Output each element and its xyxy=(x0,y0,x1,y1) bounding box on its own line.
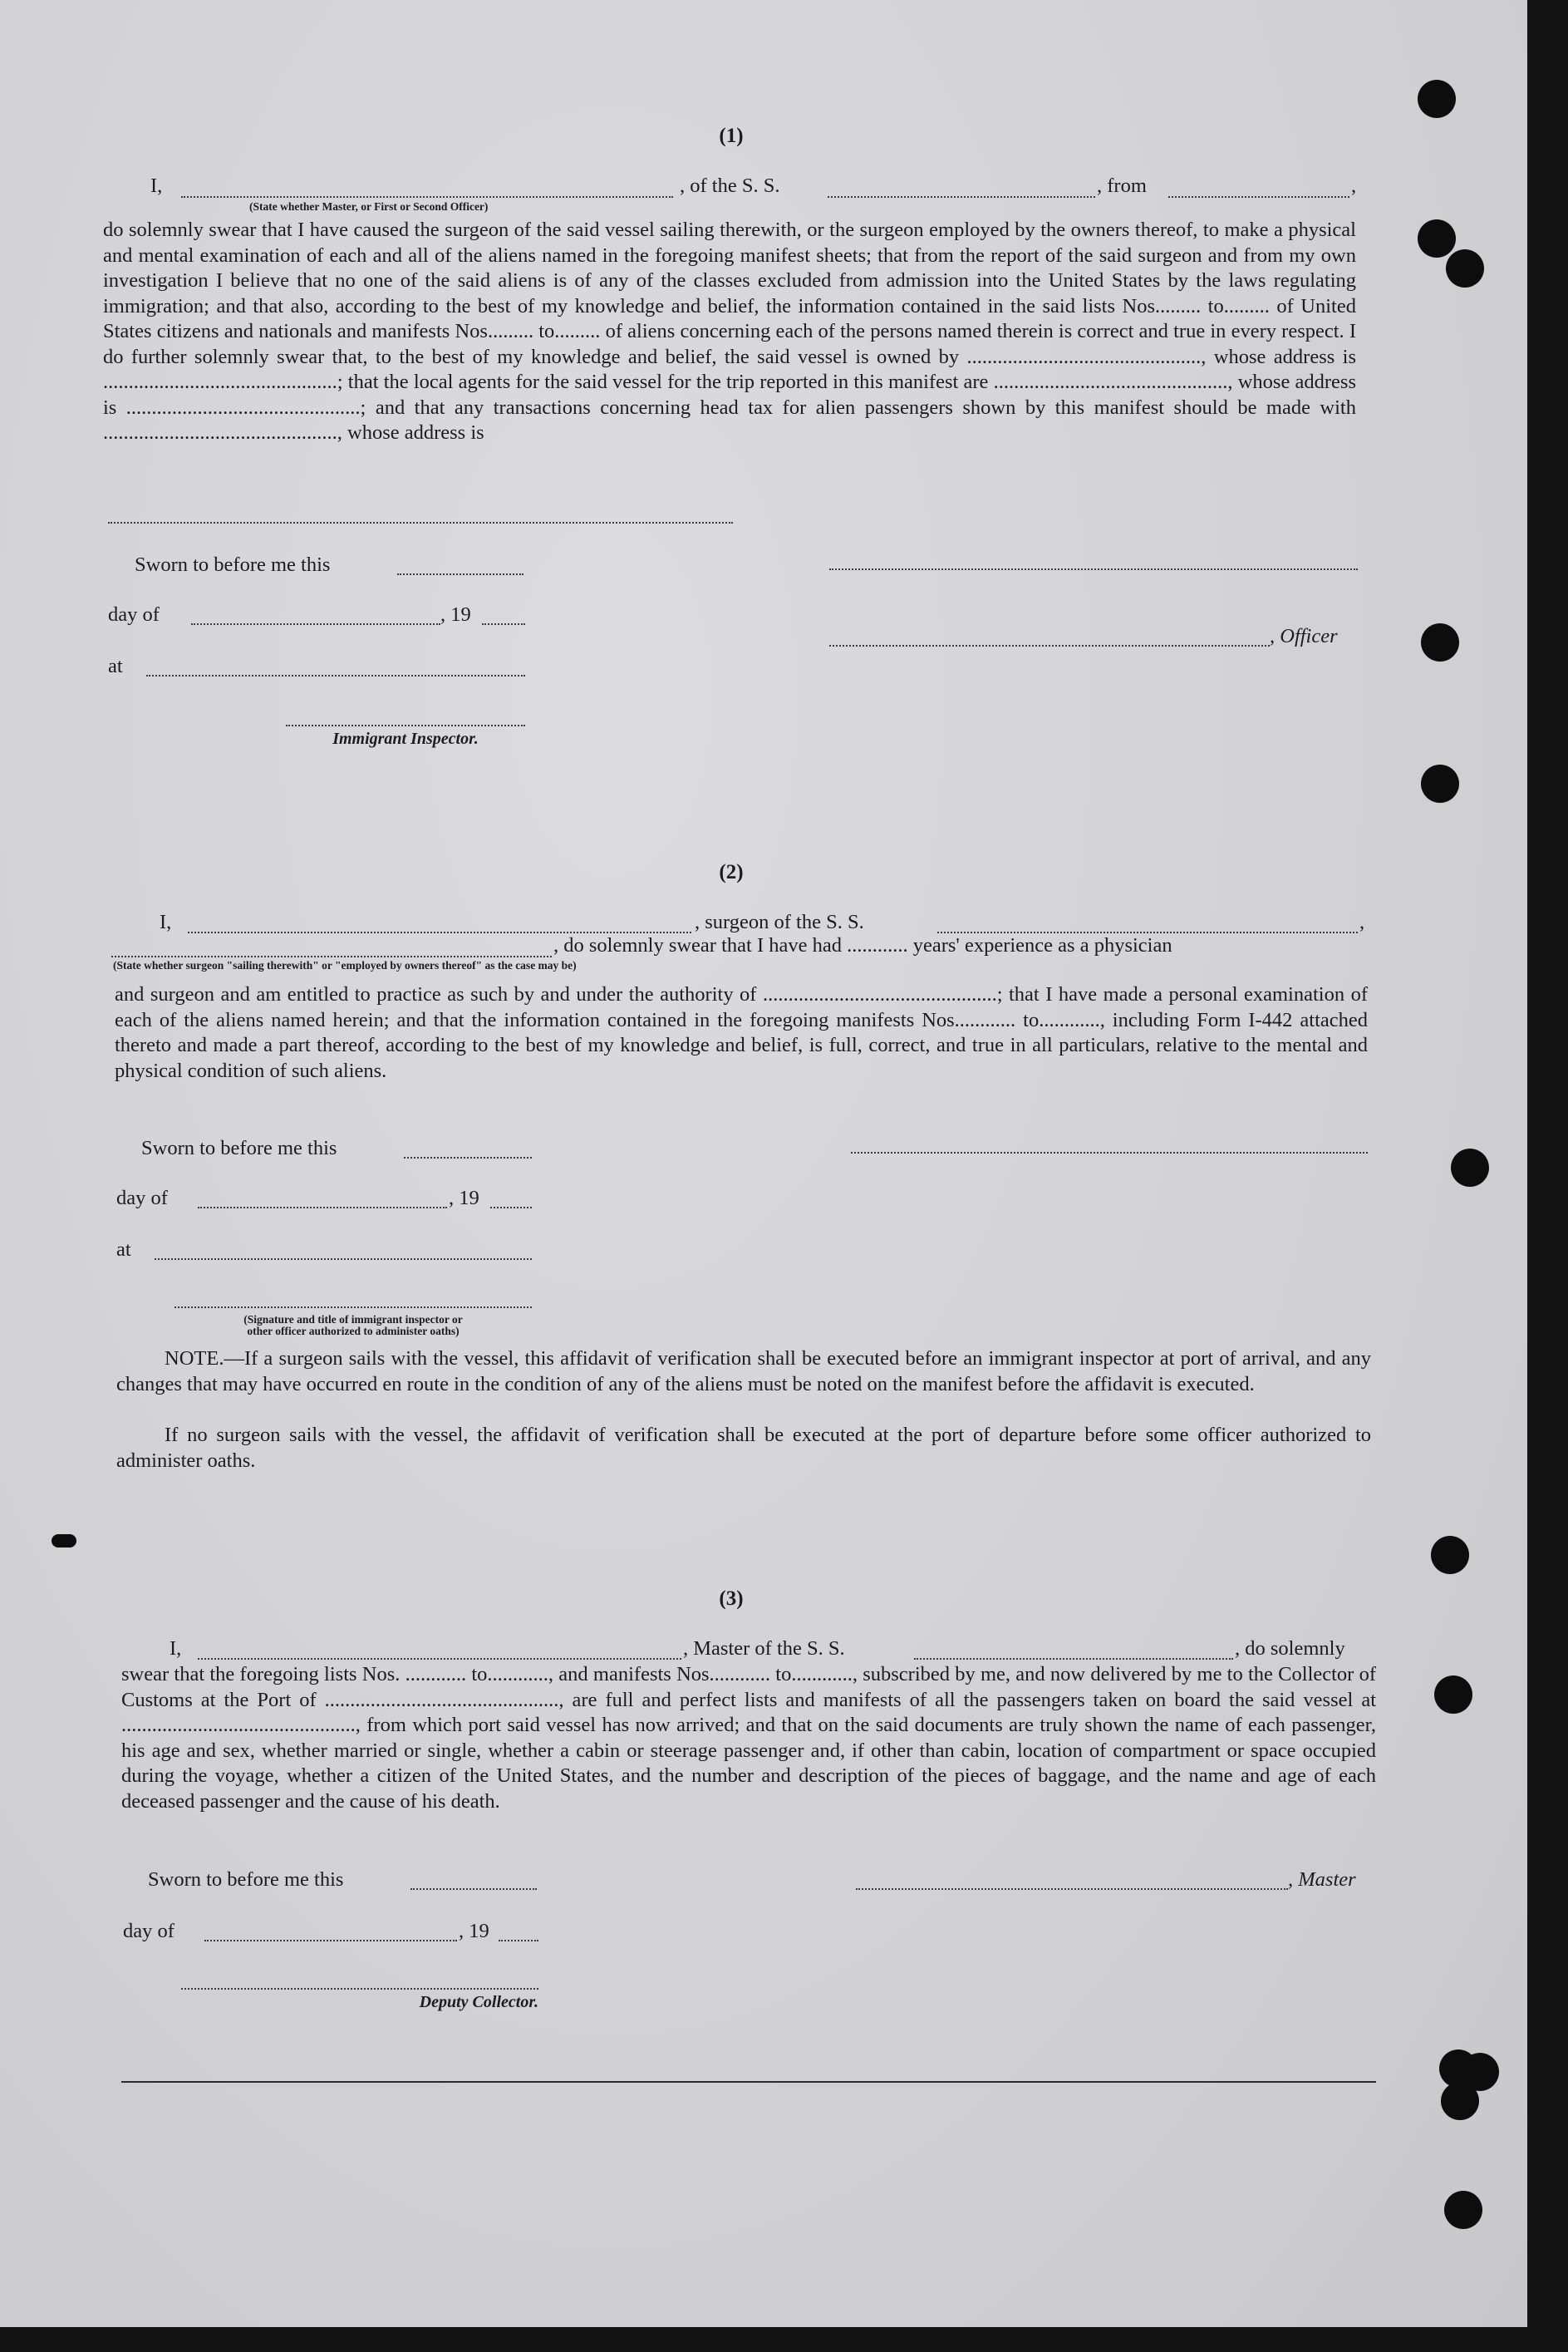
from-port-line[interactable] xyxy=(1168,196,1349,198)
signature-caption-2: other officer authorized to administer oaths) xyxy=(247,1325,460,1337)
section-1-day-of: day of xyxy=(108,603,160,626)
punch-hole xyxy=(1421,623,1459,662)
punch-hole xyxy=(1451,1149,1489,1187)
section-2-i: I, xyxy=(160,911,172,933)
section-2-line2: , do solemnly swear that I have had ............ years' experience as a physician xyxy=(553,934,1172,957)
section-2-ss: , surgeon of the S. S. xyxy=(695,911,864,933)
surgeon-name-line[interactable] xyxy=(188,932,691,933)
surgeon-signature-line[interactable] xyxy=(851,1152,1368,1154)
bleed-through-text xyxy=(548,511,573,608)
master-name-note: (State whether Master, or First or Second Officer) xyxy=(249,200,489,213)
year-line[interactable] xyxy=(482,623,525,625)
punch-hole xyxy=(1434,1675,1472,1714)
section-3-year: , 19 xyxy=(459,1920,489,1942)
section-3-day-of: day of xyxy=(123,1920,174,1942)
section-2-year: , 19 xyxy=(449,1187,479,1209)
punch-hole xyxy=(1441,2082,1479,2120)
section-2-note: NOTE.—If a surgeon sails with the vessel, this affidavit of verification shall be executed before an immigrant inspector at port of arrival, and any changes that may have occurred en route in the condition of any of the aliens must be noted on the manifest before the affidavit is executed. xyxy=(116,1347,1371,1395)
section-3-i: I, xyxy=(170,1637,182,1660)
section-2-day-line[interactable] xyxy=(198,1207,447,1208)
section-3-vessel-line[interactable] xyxy=(914,1658,1233,1660)
section-1-i: I, xyxy=(150,175,163,197)
section-2-sworn-line[interactable] xyxy=(404,1157,532,1159)
punch-hole xyxy=(1418,219,1456,258)
day-of-line[interactable] xyxy=(191,623,440,625)
section-3-sworn: Sworn to before me this xyxy=(148,1868,344,1891)
section-3-year-line[interactable] xyxy=(499,1940,538,1941)
immigrant-inspector-caption: Immigrant Inspector. xyxy=(332,730,479,748)
vessel-name-line[interactable] xyxy=(828,196,1095,198)
section-2-year-line[interactable] xyxy=(490,1207,532,1208)
address-continuation-line[interactable] xyxy=(108,522,733,524)
punch-hole xyxy=(1418,80,1456,118)
at-line[interactable] xyxy=(146,675,525,677)
section-1-at: at xyxy=(108,655,123,677)
collector-signature-line[interactable] xyxy=(181,1988,538,1990)
master-label: , Master xyxy=(1288,1868,1356,1891)
punch-hole xyxy=(1421,765,1459,803)
section-2-sworn: Sworn to before me this xyxy=(141,1137,337,1159)
officer-label: , Officer xyxy=(1270,625,1338,647)
officer-blank-line[interactable] xyxy=(829,568,1358,570)
section-2-note-2: If no surgeon sails with the vessel, the affidavit of verification shall be executed at the port of departure before some officer authorized to administer oaths. xyxy=(116,1424,1371,1472)
section-1-year: , 19 xyxy=(440,603,471,626)
section-3-day-line[interactable] xyxy=(204,1940,457,1941)
section-3-body: swear that the foregoing lists Nos. ............ to............, and manifests Nos............ to............, subscribed by me, and now delivered by me to the Collector of Customs at the Port of .............................................., are full and perfect lists and manifests of all the passengers taken on board the said vessel at .............................................., from which port said vessel has now arrived; and that on the said documents are truly shown the name of each passenger, his age and sex, whether married or single, whether a cabin or steerage passenger and, if other than cabin, location of compartment or space occupied during the voyage, whether a citizen of the United States, and the number and description of the pieces of baggage, and the name and age of each deceased passenger and the cause of his death. xyxy=(121,1663,1376,1813)
inspector-signature-line[interactable] xyxy=(286,725,525,726)
section-2-at-line[interactable] xyxy=(155,1258,532,1260)
section-1-number: (1) xyxy=(719,125,744,147)
master-name-line[interactable] xyxy=(181,196,673,198)
punch-hole xyxy=(1431,1536,1469,1574)
section-2-day-of: day of xyxy=(116,1187,168,1209)
punch-hole xyxy=(1446,249,1484,288)
section-1-body: do solemnly swear that I have caused the surgeon of the said vessel sailing therewith, or the surgeon employed by the owners thereof, to make a physical and mental examination of each and all of the aliens named in the foregoing manifest sheets; that from the report of the said surgeon and from my own investigation I believe that no one of the said aliens is of any of the classes excluded from admission into the United States by the laws regulating immigration; and that also, according to the best of my knowledge and belief, the information contained in the said lists Nos......... to......... of United States citizens and nationals and manifests Nos......... to......... of aliens concerning each of the persons named therein is correct and true in every respect. I do further solemnly swear that, to the best of my knowledge and belief, the said vessel is owned by .............................................., whose address is ..............................................; that the local agents for the said vessel for the trip reported in this manifest are .............................................., whose address is ..............................................; and that any transactions concerning head tax for alien passengers shown by this manifest should be made with .............................................., whose address is xyxy=(103,219,1356,444)
surgeon-status-line[interactable] xyxy=(111,956,552,957)
comma: , xyxy=(1359,911,1365,933)
authorized-signature-line[interactable] xyxy=(174,1306,532,1308)
section-3-do-solemnly: , do solemnly xyxy=(1235,1637,1345,1660)
section-3-sworn-line[interactable] xyxy=(410,1888,537,1890)
section-1-sworn: Sworn to before me this xyxy=(135,554,331,576)
punch-hole xyxy=(1444,2191,1482,2229)
sworn-date-line[interactable] xyxy=(397,573,523,575)
section-3-master-of: , Master of the S. S. xyxy=(683,1637,845,1660)
section-3-master-line[interactable] xyxy=(198,1658,681,1660)
section-2-at: at xyxy=(116,1238,131,1261)
section-2-number: (2) xyxy=(719,861,744,883)
section-3-number: (3) xyxy=(719,1587,744,1610)
comma: , xyxy=(1351,175,1357,197)
signature-caption-1: (Signature and title of immigrant inspector or xyxy=(243,1313,463,1326)
section-2-vessel-line[interactable] xyxy=(937,932,1358,933)
section-1-ss: , of the S. S. xyxy=(680,175,780,197)
edge-mark xyxy=(52,1534,76,1547)
officer-signature-line[interactable] xyxy=(829,645,1270,647)
surgeon-status-note: (State whether surgeon "sailing therewith" or "employed by owners thereof" as the case may be) xyxy=(113,959,577,972)
bottom-rule xyxy=(121,2081,1376,2083)
deputy-collector-caption: Deputy Collector. xyxy=(419,1993,538,2011)
section-1-from: , from xyxy=(1097,175,1147,197)
master-signature-line[interactable] xyxy=(856,1888,1288,1890)
section-2-body: and surgeon and am entitled to practice as such by and under the authority of ..............................................; that I have made a personal examination of each of the aliens named herein; and that the information contained in the foregoing manifests Nos............ to............, including Form I-442 attached thereto and made a part thereof, according to the best of my knowledge and belief, is full, correct, and true in all particulars, relative to the mental and physical condition of such aliens. xyxy=(115,983,1368,1082)
